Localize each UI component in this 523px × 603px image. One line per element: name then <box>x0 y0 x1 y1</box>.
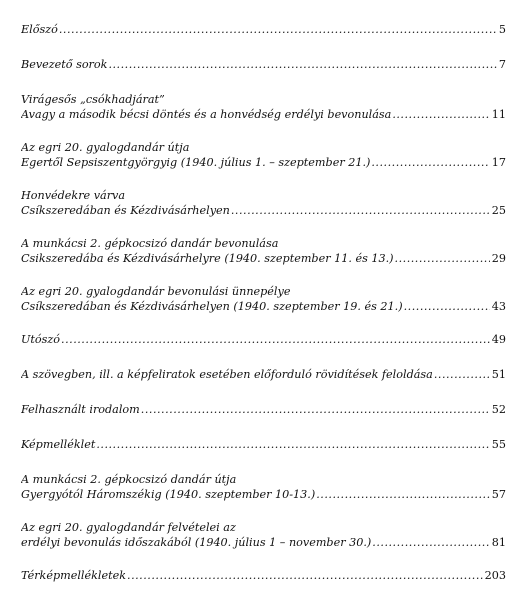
toc-title-line-1: A munkácsi 2. gépkocsizó dandár útja <box>21 473 237 486</box>
toc-title-line-1: Az egri 20. gyalogdandár felvételei az <box>21 521 236 534</box>
toc-entry-egri-felvetelei[interactable] <box>21 520 506 550</box>
toc-entry-egri-gyalogdandar-utja[interactable] <box>21 140 506 170</box>
toc-page-number: 81 <box>491 536 506 549</box>
dot-leader <box>404 299 490 314</box>
toc-title-line-2: Avagy a második bécsi döntés és a honvédség erdélyi bevonulása <box>21 108 392 121</box>
toc-title-line-1: Az egri 20. gyalogdandár bevonulási ünnepélye <box>21 285 291 298</box>
toc-title-line-1: Virágesős „csókhadjárat” <box>21 93 165 106</box>
toc-line <box>21 402 506 417</box>
toc-title-line-2: Csíkszeredában és Kézdivásárhelyen <box>21 204 230 217</box>
toc-title: A szövegben, ill. a képfeliratok esetében előforduló rövidítések feloldása <box>21 368 433 381</box>
toc-page-number: 49 <box>491 333 506 346</box>
toc-page-number: 55 <box>491 438 506 451</box>
toc-page-number: 29 <box>491 252 506 265</box>
toc-line <box>21 155 506 170</box>
toc-line <box>21 203 506 218</box>
dot-leader <box>108 57 496 72</box>
toc-page-number: 52 <box>491 403 506 416</box>
toc-page-number: 43 <box>491 300 506 313</box>
dot-leader <box>371 155 489 170</box>
toc-line <box>21 367 506 382</box>
toc-title-line-2: Gyergyótól Háromszékig (1940. szeptember 10-13.) <box>21 488 316 501</box>
table-of-contents <box>21 22 506 603</box>
toc-title-line-2: Egertől Sepsiszentgyörgyig (1940. július 1. – szeptember 21.) <box>21 156 371 169</box>
toc-entry-viragesos-csokhadjarat[interactable] <box>21 92 506 122</box>
toc-page-number: 25 <box>491 204 506 217</box>
toc-title-line-1: Az egri 20. gyalogdandár útja <box>21 141 190 154</box>
toc-page-number: 203 <box>484 569 506 582</box>
toc-entry-munkacsi-dandar-bevonulasa[interactable] <box>21 236 506 266</box>
toc-entry-rovidítesek-feloldasa[interactable] <box>21 367 506 382</box>
toc-title-line-2: erdélyi bevonulás időszakából (1940. július 1 – november 30.) <box>21 536 372 549</box>
dot-leader <box>141 402 490 417</box>
toc-title: Utószó <box>21 333 61 346</box>
toc-entry-utoszo[interactable] <box>21 332 506 347</box>
dot-leader <box>395 251 490 266</box>
toc-entry-terkepmellekletek[interactable] <box>21 568 506 583</box>
toc-entry-eloszo[interactable] <box>21 22 506 37</box>
toc-line <box>21 487 506 502</box>
toc-page-number: 5 <box>498 23 506 36</box>
toc-title: Bevezető sorok <box>21 58 108 71</box>
toc-entry-honvedekre-varva[interactable] <box>21 188 506 218</box>
toc-line <box>21 535 506 550</box>
toc-title: Felhasznált irodalom <box>21 403 140 416</box>
toc-title-line-2: Csíkszeredában és Kézdivásárhelyen (1940. szeptember 19. és 21.) <box>21 300 403 313</box>
toc-entry-bevezeto-sorok[interactable] <box>21 57 506 72</box>
dot-leader <box>392 107 489 122</box>
toc-line <box>21 437 506 452</box>
dot-leader <box>231 203 490 218</box>
dot-leader <box>59 22 497 37</box>
dot-leader <box>434 367 490 382</box>
toc-entry-felhasznalt-irodalom[interactable] <box>21 402 506 417</box>
toc-title: Előszó <box>21 23 58 36</box>
toc-line <box>21 251 506 266</box>
toc-title-line-2: Csikszeredába és Kézdivásárhelyre (1940. szeptember 11. és 13.) <box>21 252 394 265</box>
dot-leader <box>372 535 489 550</box>
toc-line <box>21 568 506 583</box>
dot-leader <box>127 568 483 583</box>
toc-line <box>21 22 506 37</box>
toc-line <box>21 57 506 72</box>
toc-line <box>21 299 506 314</box>
toc-line <box>21 332 506 347</box>
toc-page-number: 17 <box>491 156 506 169</box>
toc-title-line-1: Honvédekre várva <box>21 189 126 202</box>
dot-leader <box>61 332 490 347</box>
toc-page-number: 57 <box>491 488 506 501</box>
dot-leader <box>96 437 489 452</box>
toc-entry-egri-bevonulasi-unnepelye[interactable] <box>21 284 506 314</box>
toc-page-number: 7 <box>498 58 506 71</box>
toc-page-number: 51 <box>491 368 506 381</box>
toc-page-number: 11 <box>491 108 506 121</box>
toc-line <box>21 107 506 122</box>
toc-entry-munkacsi-dandar-utja[interactable] <box>21 472 506 502</box>
toc-title: Képmelléklet <box>21 438 96 451</box>
dot-leader <box>316 487 490 502</box>
toc-title-line-1: A munkácsi 2. gépkocsizó dandár bevonulása <box>21 237 279 250</box>
toc-title: Térképmellékletek <box>21 569 127 582</box>
toc-entry-kepmelleklet[interactable] <box>21 437 506 452</box>
